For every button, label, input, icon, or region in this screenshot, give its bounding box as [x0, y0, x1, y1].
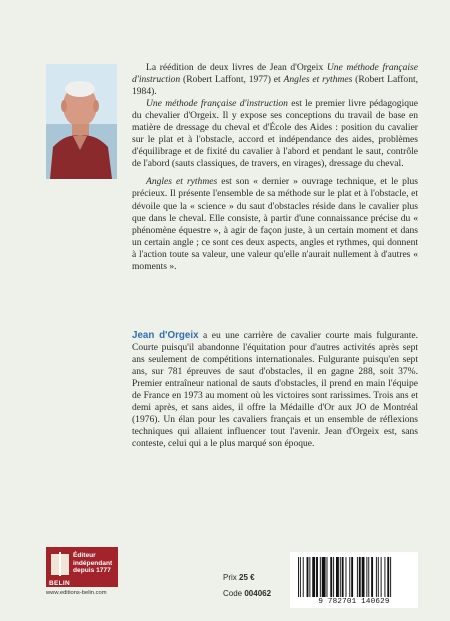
methode-title: Une méthode française d'instruction	[146, 98, 288, 110]
intro-paragraph: La réédition de deux livres de Jean d'Orgeix Une méthode française d'instruction (Robert Laffont, 1977) et Angles et rythmes (Robert Laffont, 1984).	[132, 62, 419, 98]
publisher-tagline: Éditeur indépendant depuis 1777	[73, 552, 113, 575]
bio-paragraph: Jean d'Orgeix a eu une carrière de cavalier courte mais fulgurante. Courte puisqu'il abandonne l'équitation pour d'autres activités après sept ans seulement de compétitions internationales. Fulgurante puisqu'en sept ans, sur 781 épreuves de saut d'obstacles, il en gagne 288, soit 37%. Premier entraîneur national de sauts d'obstacles, il prend en main l'équipe de France en 1973 au moment où les victoires sont rarissimes. Trois ans et demi après, et sans aides, il offre la Médaille d'Or aux JO de Montréal (1976). Un élan pour les cavaliers français et un ensemble de réflexions techniques qui allaient influencer tout l'avenir. Jean d'Orgeix est, sans conteste, celui qui a le plus marqué son époque.	[132, 330, 419, 450]
author-name: Jean d'Orgeix	[132, 330, 199, 341]
code-value: 004062	[244, 589, 272, 598]
description-column	[132, 62, 418, 273]
barcode	[290, 552, 418, 608]
biography-column	[132, 330, 418, 450]
publisher-website: www.editions-belin.com	[46, 590, 107, 596]
publisher-name: BELIN	[49, 580, 70, 587]
publisher-logo	[46, 547, 118, 587]
price: Prix 25 €	[223, 573, 255, 582]
product-code: Code 004062	[223, 589, 272, 598]
publisher-emblem-icon	[50, 552, 71, 583]
angles-title: Angles et rythmes	[146, 176, 218, 188]
isbn-digits: 9 782701 140629	[318, 598, 390, 606]
author-photo	[46, 64, 117, 179]
angles-paragraph: Angles et rythmes est son « dernier » ouvrage technique, et le plus précieux. Il présente l'ensemble de sa méthode sur le plat et à l'obstacle, et dévoile que la « science » du saut d'obstacles réside dans le cavalier plus que dans le cheval. Elle consiste, à partir d'une connaissance précise du « phénomène équestre », à agir de façon juste, à un certain moment et dans un certain angle ; ce sont ces deux aspects, angles et rythmes, qui donnent à l'action toute sa valeur, une valeur qu'elle n'aurait nullement à d'autres « moments ».	[132, 176, 418, 272]
methode-paragraph: Une méthode française d'instruction est le premier livre pédagogique du chevalier d'Orgeix. Il y expose ses conceptions du travail de base en matière de dressage du cheval et d'École des Aides : position du cavalier sur le plat et à l'obstacle, accord et indépendance des aides, problèmes d'équilibrage et de fixité du cavalier à l'abord et pendant le saut, contrôle de l'abord (sauts classiques, de travers, en virages), dressage du cheval.	[132, 98, 419, 170]
barcode-bars	[298, 557, 410, 597]
price-value: 25 €	[239, 573, 255, 582]
